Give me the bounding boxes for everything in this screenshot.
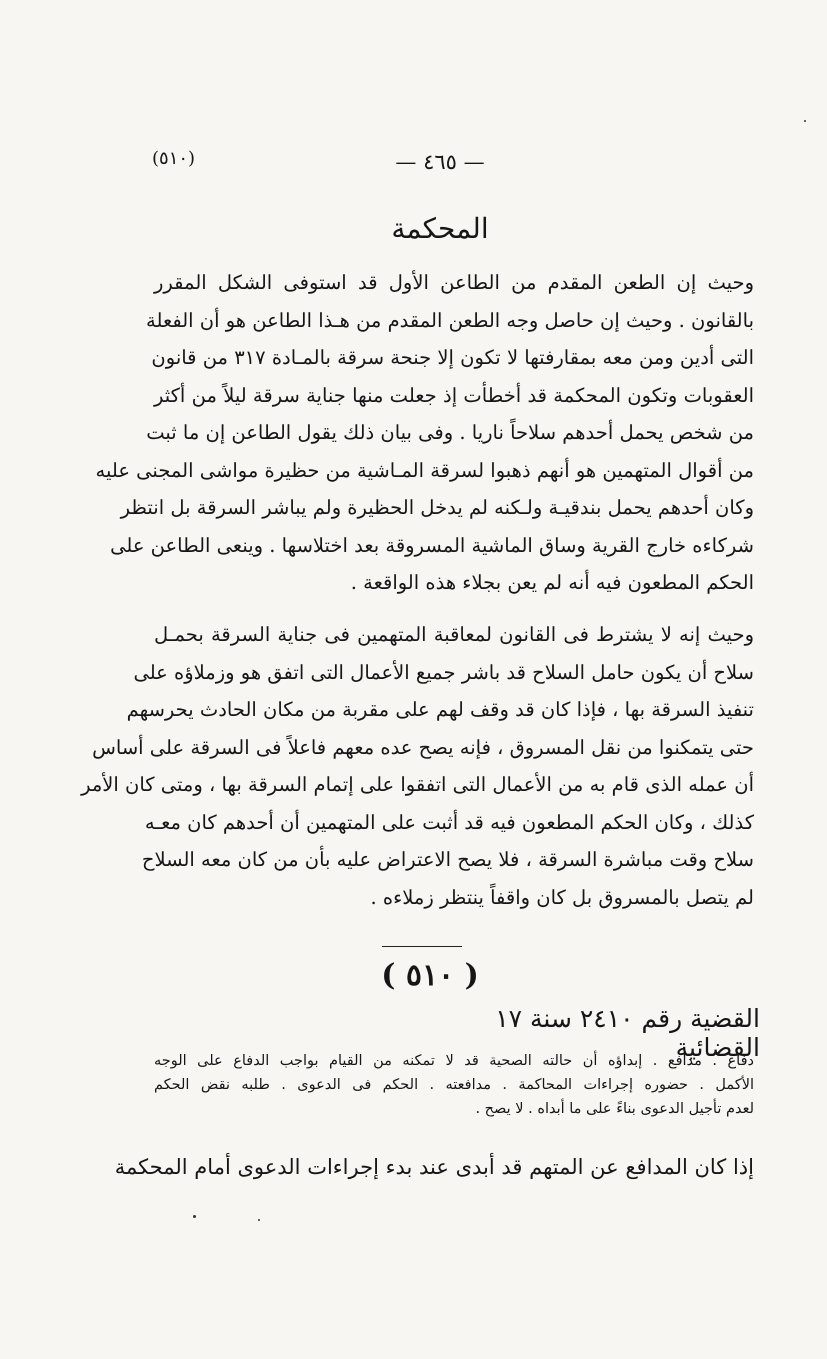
- paragraph-line: الحكم المطعون فيه أنه لم يعن بجلاء هذه الواقعة .: [350, 571, 754, 594]
- paragraph-line: التى أدين ومن معه بمقارفتها لا تكون إلا جنحة سرقة بالمـادة ٣١٧ من قانون: [151, 346, 754, 369]
- paragraph-line: بالقانون . وحيث إن حاصل وجه الطعن المقدم من هـذا الطاعن هو أن الفعلة: [146, 308, 754, 332]
- paragraph-line: سلاح وقت مباشرة السرقة ، فلا يصح الاعتراض عليه بأن من كان معه السلاح: [141, 848, 754, 871]
- keyword-line: دفاع . مدافع . إبداؤه أن حالته الصحية قد لا تمكنه من القيام بواجب الدفاع على الوجه: [154, 1053, 754, 1069]
- paragraph-line: حتى يتمكنوا من نقل المسروق ، فإنه يصح عده معهم فاعلاً فى السرقة على أساس: [92, 735, 754, 759]
- scan-speck: [193, 1215, 196, 1218]
- paragraph-line: وحيث إنه لا يشترط فى القانون لمعاقبة المتهمين فى جناية السرقة بحمـل: [154, 623, 754, 646]
- section-divider: [382, 946, 462, 947]
- scan-speck: [804, 120, 806, 122]
- section-title: المحكمة: [391, 212, 489, 245]
- paragraph-line: كذلك ، وكان الحكم المطعون فيه قد أثبت على المتهمين أن أحدهم كان معـه: [144, 810, 754, 834]
- paragraph-line: من شخص يحمل أحدهم سلاحاً ناريا . وفى بيان ذلك يقول الطاعن إن ما ثبت: [146, 421, 754, 444]
- keyword-line: لعدم تأجيل الدعوى بناءً على ما أبداه . لا يصح .: [475, 1101, 754, 1117]
- case-holding-start: إذا كان المدافع عن المتهم قد أبدى عند بدء إجراءات الدعوى أمام المحكمة: [114, 1155, 754, 1179]
- page-number: — ٤٦٥ —: [395, 150, 485, 174]
- case-title: القضية رقم ٢٤١٠ سنة ١٧ القضائية: [495, 1004, 760, 1062]
- court-reasoning-paragraph-2: [81, 616, 754, 916]
- case-keywords: [154, 1049, 754, 1121]
- paragraph-line: أن عمله الذى قام به من الأعمال التى اتفقوا على إتمام السرقة بها ، ومتى كان الأمر: [81, 773, 754, 796]
- paragraph-line: تنفيذ السرقة بها ، فإذا كان قد وقف لهم على مقربة من مكان الحادث يحرسهم: [126, 698, 754, 721]
- header-case-reference: (٥١٠): [152, 148, 196, 169]
- paragraph-line: وحيث إن الطعن المقدم من الطاعن الأول قد استوفى الشكل المقرر: [154, 271, 754, 294]
- paragraph-line: سلاح أن يكون حامل السلاح قد باشر جميع الأعمال التى اتفق هو وزملاؤه على: [133, 660, 754, 684]
- paragraph-line: لم يتصل بالمسروق بل كان واقفاً ينتظر زملاءه .: [370, 885, 754, 909]
- keyword-line: الأكمل . حضوره إجراءات المحاكمة . مدافعته . الحكم فى الدعوى . طلبه نقض الحكم: [154, 1077, 754, 1093]
- court-reasoning-paragraph-1: [95, 264, 754, 602]
- paragraph-line: وكان أحدهم يحمل بندقيـة ولـكنه لم يدخل الحظيرة ولم يباشر السرقة بل انتظر: [120, 496, 754, 519]
- paragraph-line: العقوبات وتكون المحكمة قد أخطأت إذ جعلت منها جناية سرقة ليلاً من أكثر: [154, 383, 754, 407]
- paragraph-line: من أقوال المتهمين هو أنهم ذهبوا لسرقة المـاشية من حظيرة مواشى المجنى عليه: [95, 458, 754, 482]
- scan-speck: [258, 1219, 260, 1221]
- paragraph-line: شركاءه خارج القرية وساق الماشية المسروقة بعد اختلاسها . وينعى الطاعن على: [110, 533, 754, 557]
- case-number-heading: ( ٥١٠ ): [381, 958, 479, 993]
